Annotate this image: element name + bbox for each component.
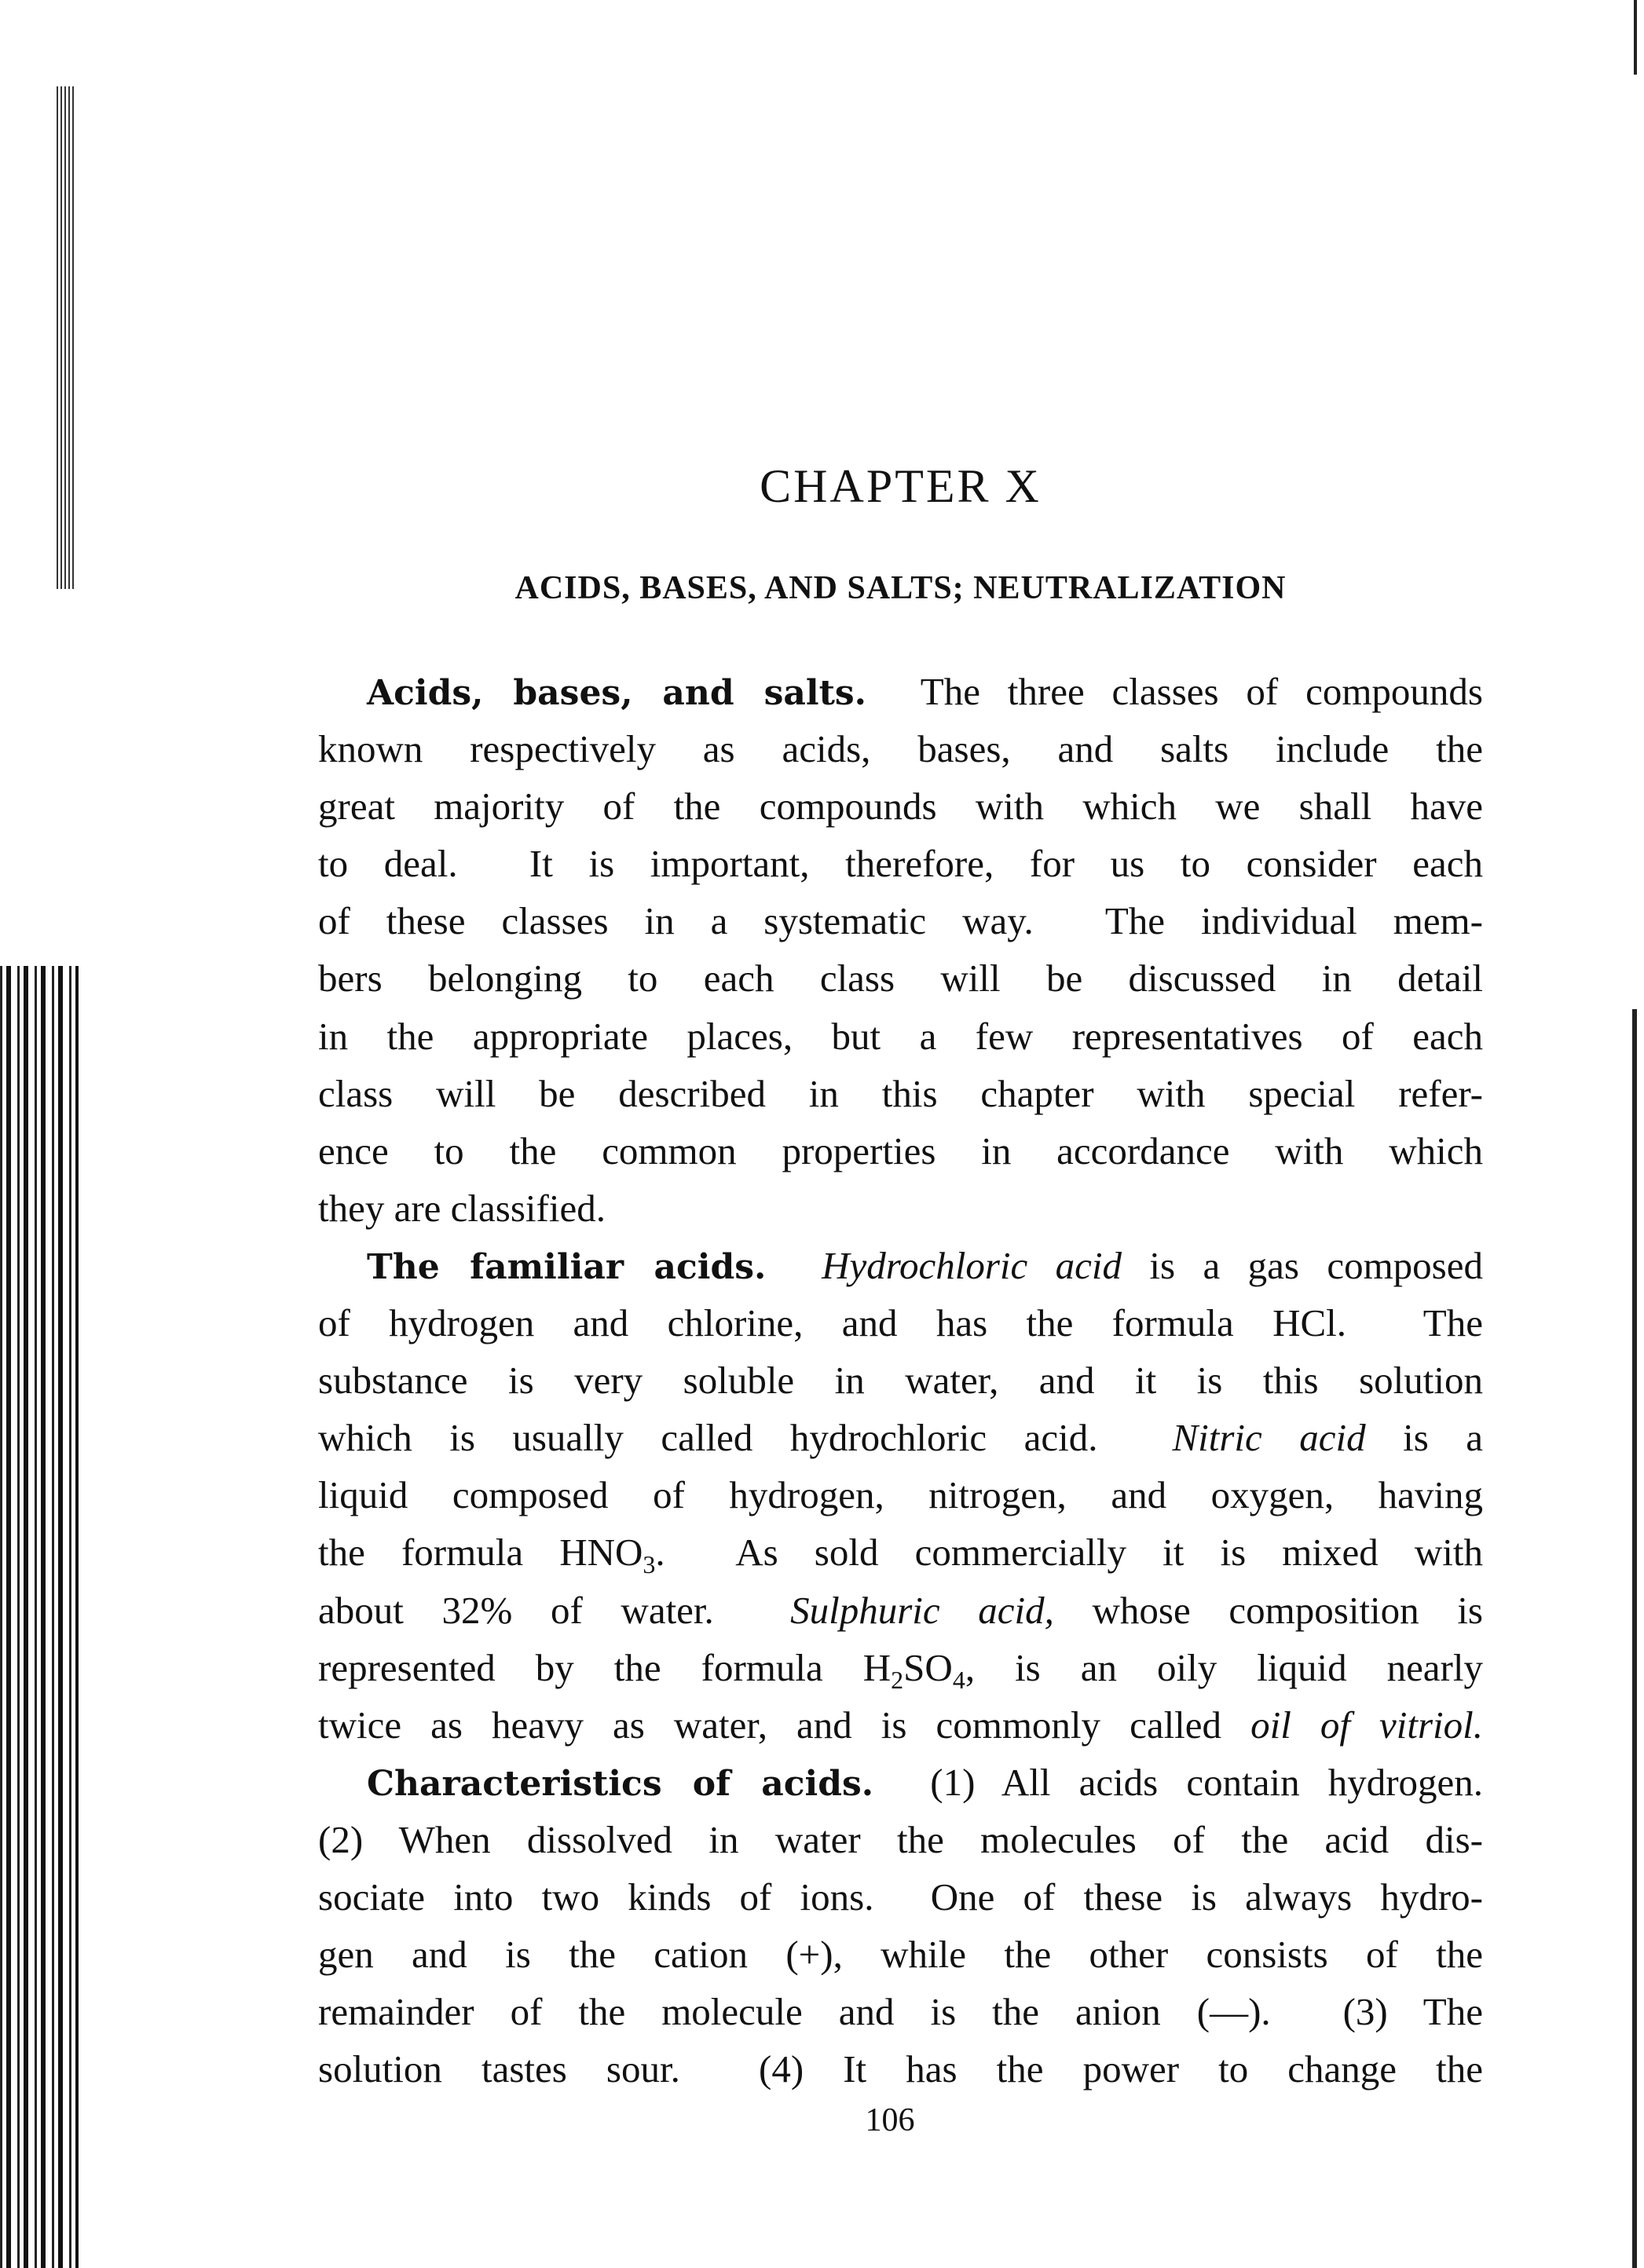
text-run: of these classes in a systematic way. The individual mem- xyxy=(318,899,1483,943)
italic-term: oil of vitriol. xyxy=(1250,1703,1483,1747)
text-run: is a gas composed xyxy=(1122,1243,1483,1287)
text-line xyxy=(318,1582,1483,1639)
page-number: 106 xyxy=(865,2102,915,2138)
text-line xyxy=(318,1065,1483,1122)
text-run: about 32% of water. xyxy=(318,1588,791,1632)
text-run: great majority of the compounds with which we shall have xyxy=(318,785,1483,829)
text-run: represented by the formula H xyxy=(318,1645,892,1689)
text-run: liquid composed of hydrogen, nitrogen, and oxygen, having xyxy=(318,1473,1483,1517)
text-run: class will be described in this chapter with special refer- xyxy=(318,1071,1483,1115)
italic-term: Nitric acid xyxy=(1172,1416,1366,1460)
text-run: in the appropriate places, but a few representatives of each xyxy=(318,1014,1483,1058)
run-in-heading: The familiar acids. xyxy=(367,1246,767,1287)
text-run: twice as heavy as water, and is commonly called xyxy=(318,1703,1251,1747)
text-line xyxy=(318,1696,1483,1754)
text-line xyxy=(318,1466,1483,1524)
text-run: known respectively as acids, bases, and salts include the xyxy=(318,727,1483,771)
scan-edge-right-bottom xyxy=(1632,1009,1637,2268)
scan-edge-left-top xyxy=(57,86,74,589)
text-line xyxy=(318,1294,1483,1352)
text-line xyxy=(318,1180,1483,1237)
text-run: they are classified. xyxy=(318,1186,606,1230)
italic-term: Sulphuric acid, xyxy=(790,1588,1054,1632)
text-run: . As sold commercially it is mixed with xyxy=(655,1531,1483,1575)
subscript: 3 xyxy=(643,1550,656,1579)
text-run: gen and is the cation (+), while the other consists of the xyxy=(318,1933,1483,1977)
run-in-heading: Acids, bases, and salts. xyxy=(367,673,866,713)
text-run: to deal. It is important, therefore, for us to consider each xyxy=(318,842,1483,886)
text-run: (2) When dissolved in water the molecules of the acid dis- xyxy=(318,1817,1483,1861)
text-line xyxy=(318,1237,1483,1294)
text-run: whose composition is xyxy=(1053,1588,1483,1632)
text-run: sociate into two kinds of ions. One of these is always hydro- xyxy=(318,1875,1483,1919)
chapter-title: CHAPTER X xyxy=(760,460,1042,512)
subscript: 4 xyxy=(952,1665,965,1694)
text-run: solution tastes sour. (4) It has the power to change the xyxy=(318,2047,1483,2091)
text-line xyxy=(318,1524,1483,1581)
text-run: bers belonging to each class will be discussed in detail xyxy=(318,957,1483,1000)
text-run: substance is very soluble in water, and it is this solution xyxy=(318,1359,1483,1403)
subscript: 2 xyxy=(891,1665,904,1694)
section-heading: ACIDS, BASES, AND SALTS; NEUTRALIZATION xyxy=(514,570,1287,606)
text-line xyxy=(318,949,1483,1007)
text-line xyxy=(318,1352,1483,1409)
text-line xyxy=(318,720,1483,777)
text-run: , is an oily liquid nearly xyxy=(965,1645,1483,1689)
text-run: of hydrogen and chlorine, and has the formula HCl. The xyxy=(318,1301,1483,1345)
scan-edge-right-top xyxy=(1634,0,1637,75)
text-line xyxy=(318,1868,1483,1926)
text-run: ence to the common properties in accordance with which xyxy=(318,1129,1483,1172)
text-line xyxy=(318,777,1483,835)
text-run: the formula HNO xyxy=(318,1531,643,1575)
text-line xyxy=(318,1926,1483,1983)
run-in-heading: Characteristics of acids. xyxy=(367,1763,874,1804)
text-line xyxy=(318,1008,1483,1065)
text-run: which is usually called hydrochloric acid. xyxy=(318,1416,1173,1460)
text-run: (1) All acids contain hydrogen. xyxy=(873,1760,1483,1804)
text-line xyxy=(318,1983,1483,2040)
text-run xyxy=(766,1244,822,1287)
text-line xyxy=(318,1811,1483,1868)
text-line xyxy=(318,892,1483,949)
text-line xyxy=(318,2040,1483,2098)
text-run: is a xyxy=(1365,1416,1483,1460)
text-line xyxy=(318,1409,1483,1466)
italic-term: Hydrochloric acid xyxy=(822,1243,1122,1287)
text-line xyxy=(318,663,1483,720)
text-run: remainder of the molecule and is the anion (—). (3) The xyxy=(318,1990,1483,2034)
text-run: The three classes of compounds xyxy=(866,670,1483,713)
text-line xyxy=(318,1639,1483,1696)
text-line xyxy=(318,835,1483,892)
text-run: SO xyxy=(903,1645,953,1689)
body-text xyxy=(318,663,1483,2098)
scan-edge-left-bottom xyxy=(0,966,79,2268)
text-line xyxy=(318,1122,1483,1180)
text-line xyxy=(318,1754,1483,1811)
